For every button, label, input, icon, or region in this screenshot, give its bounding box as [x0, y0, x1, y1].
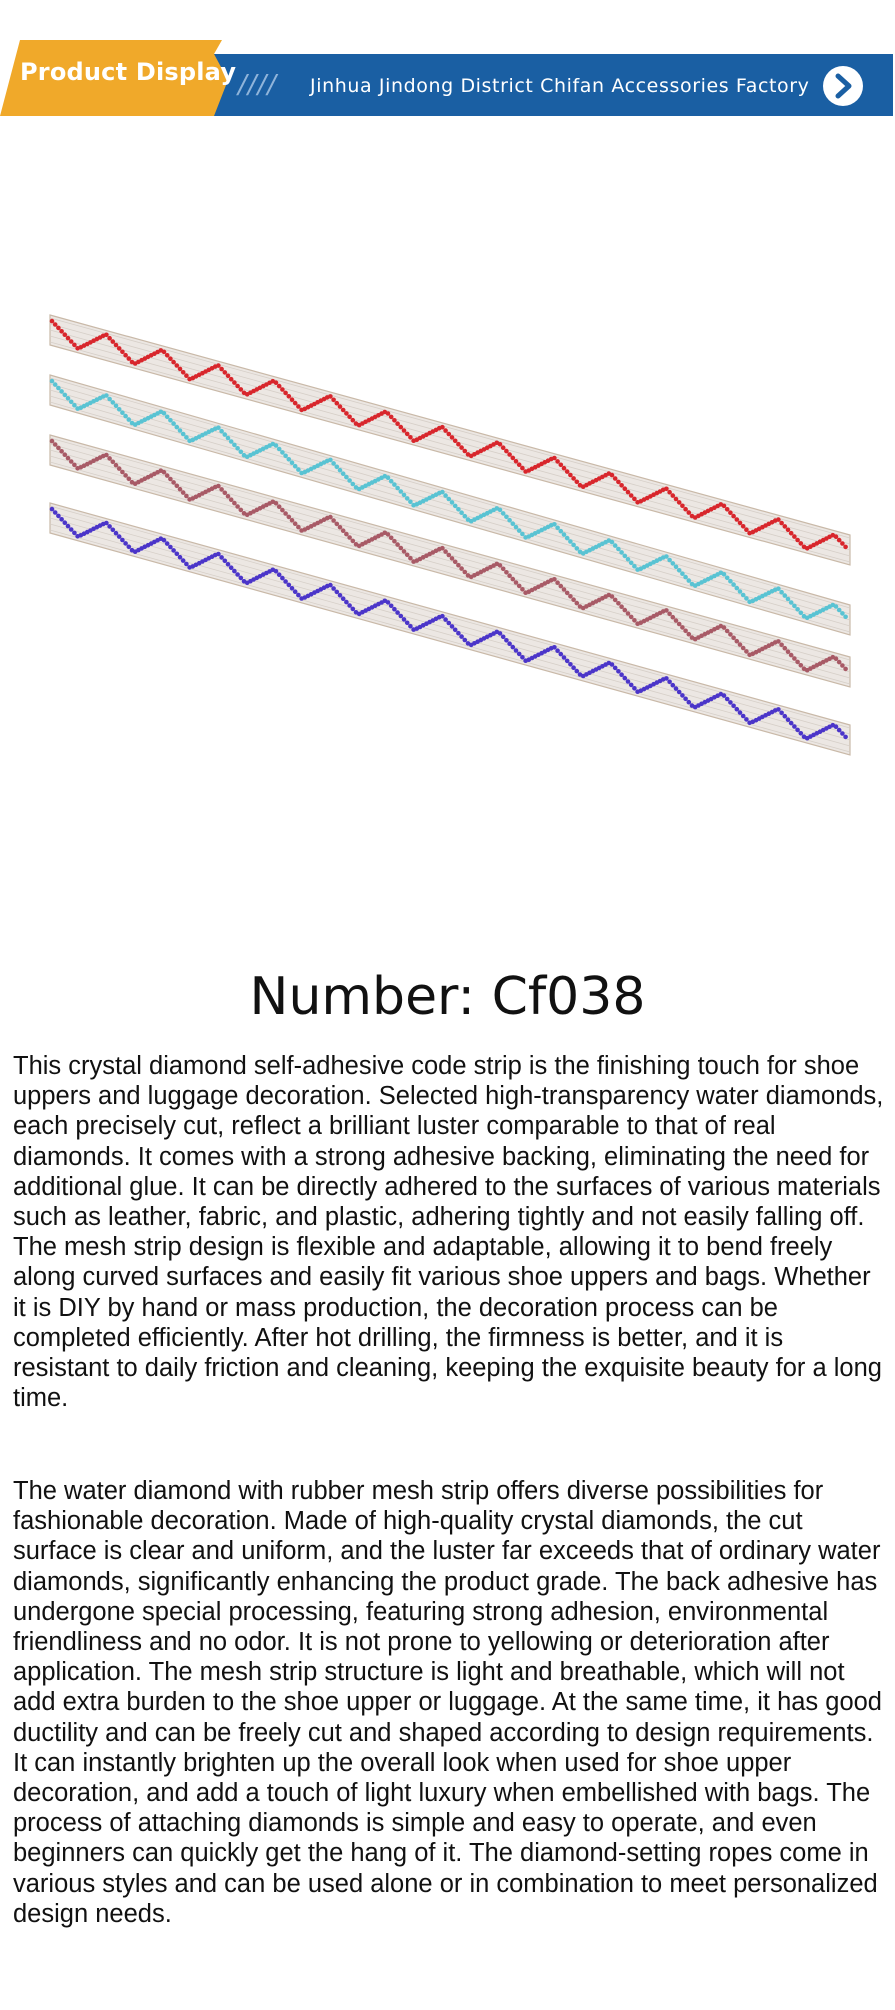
banner-decor-slashes: ////: [238, 70, 278, 100]
header-banner: [0, 40, 895, 116]
product-number: Number: Cf038: [249, 967, 646, 1027]
description-paragraph-2: The water diamond with rubber mesh strip offers diverse possibilities for fashionable decoration. Made of high-quality crystal diamonds, the cut surface is clear and uniform, and the luster far exceeds that of ordinary water diamonds, significantly enhancing the product grade. The back adhesive has undergone special processing, featuring strong adhesion, environmental friendliness and no odor. It is not prone to yellowing or deterioration after application. The mesh strip structure is light and breathable, which will not add extra burden to the shoe upper or luggage. At the same time, it has good ductility and can be freely cut and shaped according to design requirements. It can instantly brighten up the overall look when used for shoe upper decoration, and add a touch of light luxury when embellished with bags. The process of attaching diamonds is simple and easy to operate, and even beginners can quickly get the hang of it. The diamond-setting ropes come in various styles and can be used alone or in combination to meet personalized design needs.: [13, 1477, 882, 1928]
rhinestone-mesh-strips-image: [40, 300, 860, 770]
company-name: Jinhua Jindong District Chifan Accessories Factory: [310, 75, 810, 97]
banner-tab-label: Product Display: [20, 58, 237, 86]
circle-chevron-right-icon[interactable]: [823, 66, 863, 106]
description-paragraph-1: This crystal diamond self-adhesive code strip is the finishing touch for shoe uppers and luggage decoration. Selected high-transparency water diamonds, each precisely cut, reflect a brilliant luster comparable to that of real diamonds. It comes with a strong adhesive backing, eliminating the need for additional glue. It can be directly adhered to the surfaces of various materials such as leather, fabric, and plastic, adhering tightly and not easily falling off. The mesh strip design is flexible and adaptable, allowing it to bend freely along curved surfaces and easily fit various shoe uppers and bags. Whether it is DIY by hand or mass production, the decoration process can be completed efficiently. After hot drilling, the firmness is better, and it is resistant to daily friction and cleaning, keeping the exquisite beauty for a long time.: [13, 1052, 884, 1413]
